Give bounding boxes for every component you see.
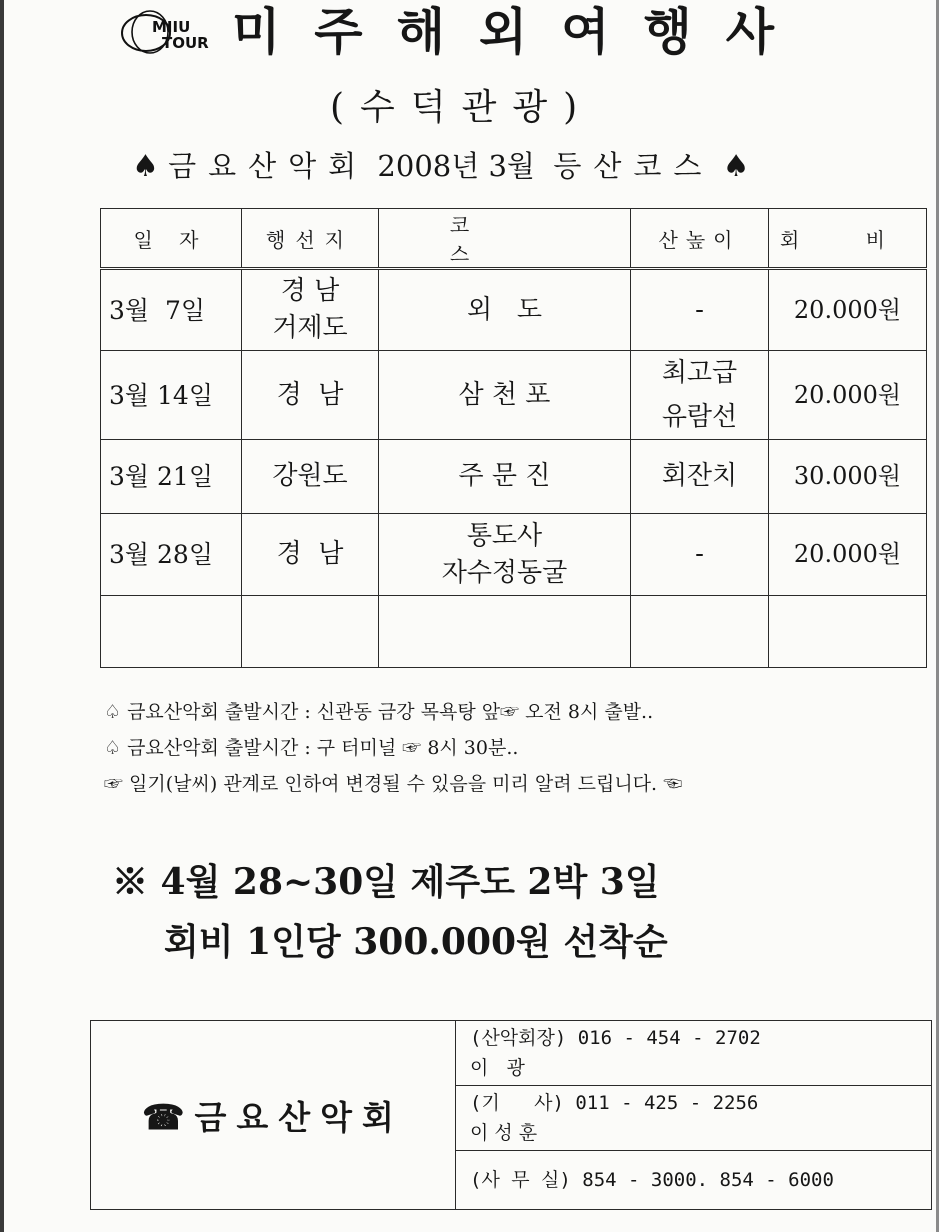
heading-date: 2008년 3월 (377, 149, 535, 183)
cell-fee (769, 596, 927, 668)
jeju-trip-dates: ※ 4월 28~30일 제주도 2박 3일 (112, 861, 660, 903)
company-logo (118, 8, 218, 58)
heading-course: 등산코스 (553, 149, 714, 183)
cell-course: 삼 천 포 (379, 351, 631, 440)
spade-icon: ♠ (722, 149, 750, 184)
jeju-announcement (112, 852, 668, 972)
cell-date: 3월 14일 (101, 351, 242, 440)
note-weather: ☞ 일기(날씨) 관계로 인하여 변경될 수 있음을 미리 알려 드립니다. ☜ (104, 773, 683, 795)
jeju-trip-fee: 회비 1인당 300.000원 선착순 (164, 921, 668, 963)
header-destination: 행선지 (242, 209, 379, 269)
contact-table (90, 1020, 932, 1210)
cell-destination: 강원도 (242, 440, 379, 514)
company-title: 미주해외여행사 (232, 2, 809, 61)
scan-edge-left (0, 0, 4, 1232)
note-departure-2: ♤ 금요산악회 출발시간 : 구 터미널 ☞ 8시 30분.. (104, 737, 519, 759)
contact-driver (456, 1086, 932, 1151)
contact-president-name: 이 광 (470, 1057, 525, 1079)
schedule-table (100, 208, 927, 668)
table-row (101, 514, 927, 596)
cell-destination: 경 남 거제도 (242, 269, 379, 351)
cell-height: 회잔치 (631, 440, 769, 514)
club-name-cell (91, 1021, 456, 1210)
heading-club: 금요산악회 (168, 149, 369, 183)
cell-fee: 20.000원 (769, 351, 927, 440)
header-fee: 회 비 (769, 209, 927, 269)
table-header-row (101, 209, 927, 269)
contact-president-phone: (산악회장) 016 - 454 - 2702 (470, 1027, 761, 1049)
cell-height: - (631, 269, 769, 351)
table-row (101, 440, 927, 514)
cell-height: 최고급 유람선 (631, 351, 769, 440)
cell-course: 외 도 (379, 269, 631, 351)
club-name: 금요산악회 (194, 1097, 404, 1137)
telephone-icon: ☎ (142, 1097, 185, 1138)
contact-office (456, 1151, 932, 1210)
cell-date: 3월 21일 (101, 440, 242, 514)
cell-height (631, 596, 769, 668)
cell-destination: 경 남 (242, 514, 379, 596)
contact-row (91, 1021, 932, 1086)
cell-date (101, 596, 242, 668)
cell-date: 3월 7일 (101, 269, 242, 351)
spade-icon: ♠ (132, 149, 159, 184)
table-row (101, 351, 927, 440)
cell-destination (242, 596, 379, 668)
contact-president (456, 1021, 932, 1086)
table-row-empty (101, 596, 927, 668)
cell-course: 통도사 자수정동굴 (379, 514, 631, 596)
contact-driver-name: 이 성 훈 (470, 1122, 538, 1144)
cell-fee: 20.000원 (769, 269, 927, 351)
cell-destination: 경 남 (242, 351, 379, 440)
cell-date: 3월 28일 (101, 514, 242, 596)
notes-section (104, 694, 904, 802)
table-row (101, 269, 927, 351)
cell-course: 주 문 진 (379, 440, 631, 514)
course-heading (132, 146, 872, 187)
contact-driver-phone: (기 사) 011 - 425 - 2256 (470, 1092, 759, 1114)
logo-text-top: MIIU (152, 18, 191, 36)
note-departure-1: ♤ 금요산악회 출발시간 : 신관동 금강 목욕탕 앞☞ 오전 8시 출발.. (104, 701, 654, 723)
company-subtitle: (수덕관광) (330, 87, 594, 128)
header-course: 코 스 (379, 209, 631, 269)
logo-text-bottom: TOUR (162, 34, 209, 52)
cell-fee: 20.000원 (769, 514, 927, 596)
contact-office-phone: (사 무 실) 854 - 3000. 854 - 6000 (470, 1169, 834, 1191)
header-height: 산높이 (631, 209, 769, 269)
cell-course (379, 596, 631, 668)
cell-fee: 30.000원 (769, 440, 927, 514)
cell-height: - (631, 514, 769, 596)
header-date: 일 자 (101, 209, 242, 269)
